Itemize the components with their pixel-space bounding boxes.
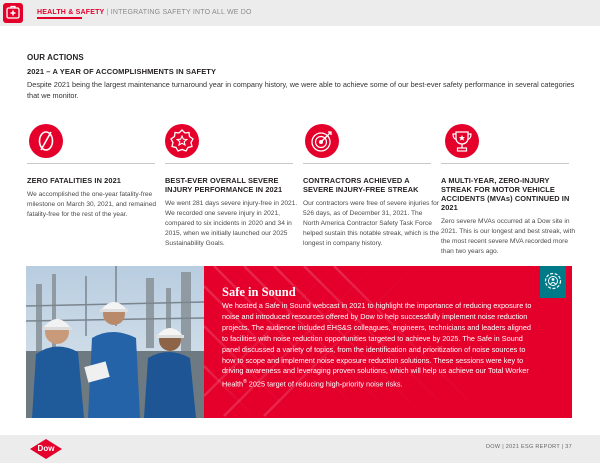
- accomplishment-column-4: [441, 124, 577, 257]
- column-divider: [27, 163, 155, 164]
- column-title: CONTRACTORS ACHIEVED A SEVERE INJURY-FREE STREAK: [303, 176, 419, 194]
- column-body: We accomplished the one-year fatality-free milestone on March 30, 2021, and remained fatality-free for the rest of the year.: [27, 191, 157, 218]
- column-body: Our contractors were free of severe injuries for 526 days, as of December 31, 2021. The North America Contractor Safety Task Force helped sustain this notable streak, which is the longest in company history.: [303, 200, 439, 247]
- feature-body: [222, 301, 534, 391]
- year-title: 2021 – A YEAR OF ACCOMPLISHMENTS IN SAFETY: [27, 67, 217, 76]
- column-divider: [165, 163, 293, 164]
- accomplishment-column-1: [27, 124, 163, 220]
- header-section-label: HEALTH & SAFETY: [37, 9, 105, 16]
- column-body: We went 281 days severe injury-free in 2021. We recorded one severe injury in 2021, compared to six incidents in 2020 and 34 in 2015, when we initially launched our 2025 Sustainability Goals.: [165, 200, 298, 247]
- header-breadcrumb: [37, 9, 252, 16]
- column-body: Zero severe MVAs occurred at a Dow site in 2021. This is our longest and best streak, with the most recent severe MVA recorded more than two years ago.: [441, 218, 576, 255]
- header-separator: |: [106, 9, 109, 16]
- header-subtitle: INTEGRATING SAFETY INTO ALL WE DO: [110, 9, 252, 16]
- header-underline: [37, 17, 82, 19]
- target-icon: [305, 124, 339, 158]
- feature-body-end: 2025 target of reducing high-priority noise risks.: [246, 379, 403, 389]
- intro-paragraph: Despite 2021 being the largest maintenance turnaround year in company history, we were able to achieve some of our best-ever safety performance in several categories that we monitor.: [27, 80, 575, 100]
- workers-in-hardhats-photo: [26, 266, 204, 418]
- feature-body-main: We hosted a Safe in Sound webcast in 2021 to highlight the importance of reducing exposure to noise and introduced resources offered by Dow to help successfully implement noise reduction projects. The audience included EHS&S colleagues, engineers, technicians and leaders aligned to facilities with noise reduction opportunities targeted to achieve by 2025. The Safe in Sound panel discussed a variety of topics, from the identification and prioritization of noise sources to how to scope and implement noise exposure reduction solutions. These sessions were key to driving awareness and leveraging proven solutions, which will help us achieve our Total Worker Health: [222, 301, 532, 389]
- accomplishment-column-3: [303, 124, 439, 249]
- health-safety-icon: [3, 3, 23, 23]
- registered-mark: ®: [243, 379, 247, 386]
- column-title: A MULTI-YEAR, ZERO-INJURY STREAK FOR MOTOR VEHICLE ACCIDENTS (MVAs) CONTINUED IN 2021: [441, 176, 570, 212]
- gear-people-icon: [540, 266, 566, 298]
- column-divider: [303, 163, 431, 164]
- star-badge-icon: [165, 124, 199, 158]
- trophy-icon: [445, 124, 479, 158]
- zero-fatalities-icon: [29, 124, 63, 158]
- column-divider: [441, 163, 569, 164]
- dow-logo: [29, 438, 63, 460]
- footer-report-label: DOW | 2021 ESG REPORT | 37: [486, 444, 572, 450]
- section-title: OUR ACTIONS: [27, 53, 84, 62]
- accomplishment-column-2: [165, 124, 301, 249]
- column-title: ZERO FATALITIES IN 2021: [27, 176, 122, 185]
- column-title: BEST-EVER OVERALL SEVERE INJURY PERFORMANCE IN 2021: [165, 176, 283, 194]
- feature-title: Safe in Sound: [222, 285, 296, 299]
- dow-logo-text: Dow: [37, 444, 55, 453]
